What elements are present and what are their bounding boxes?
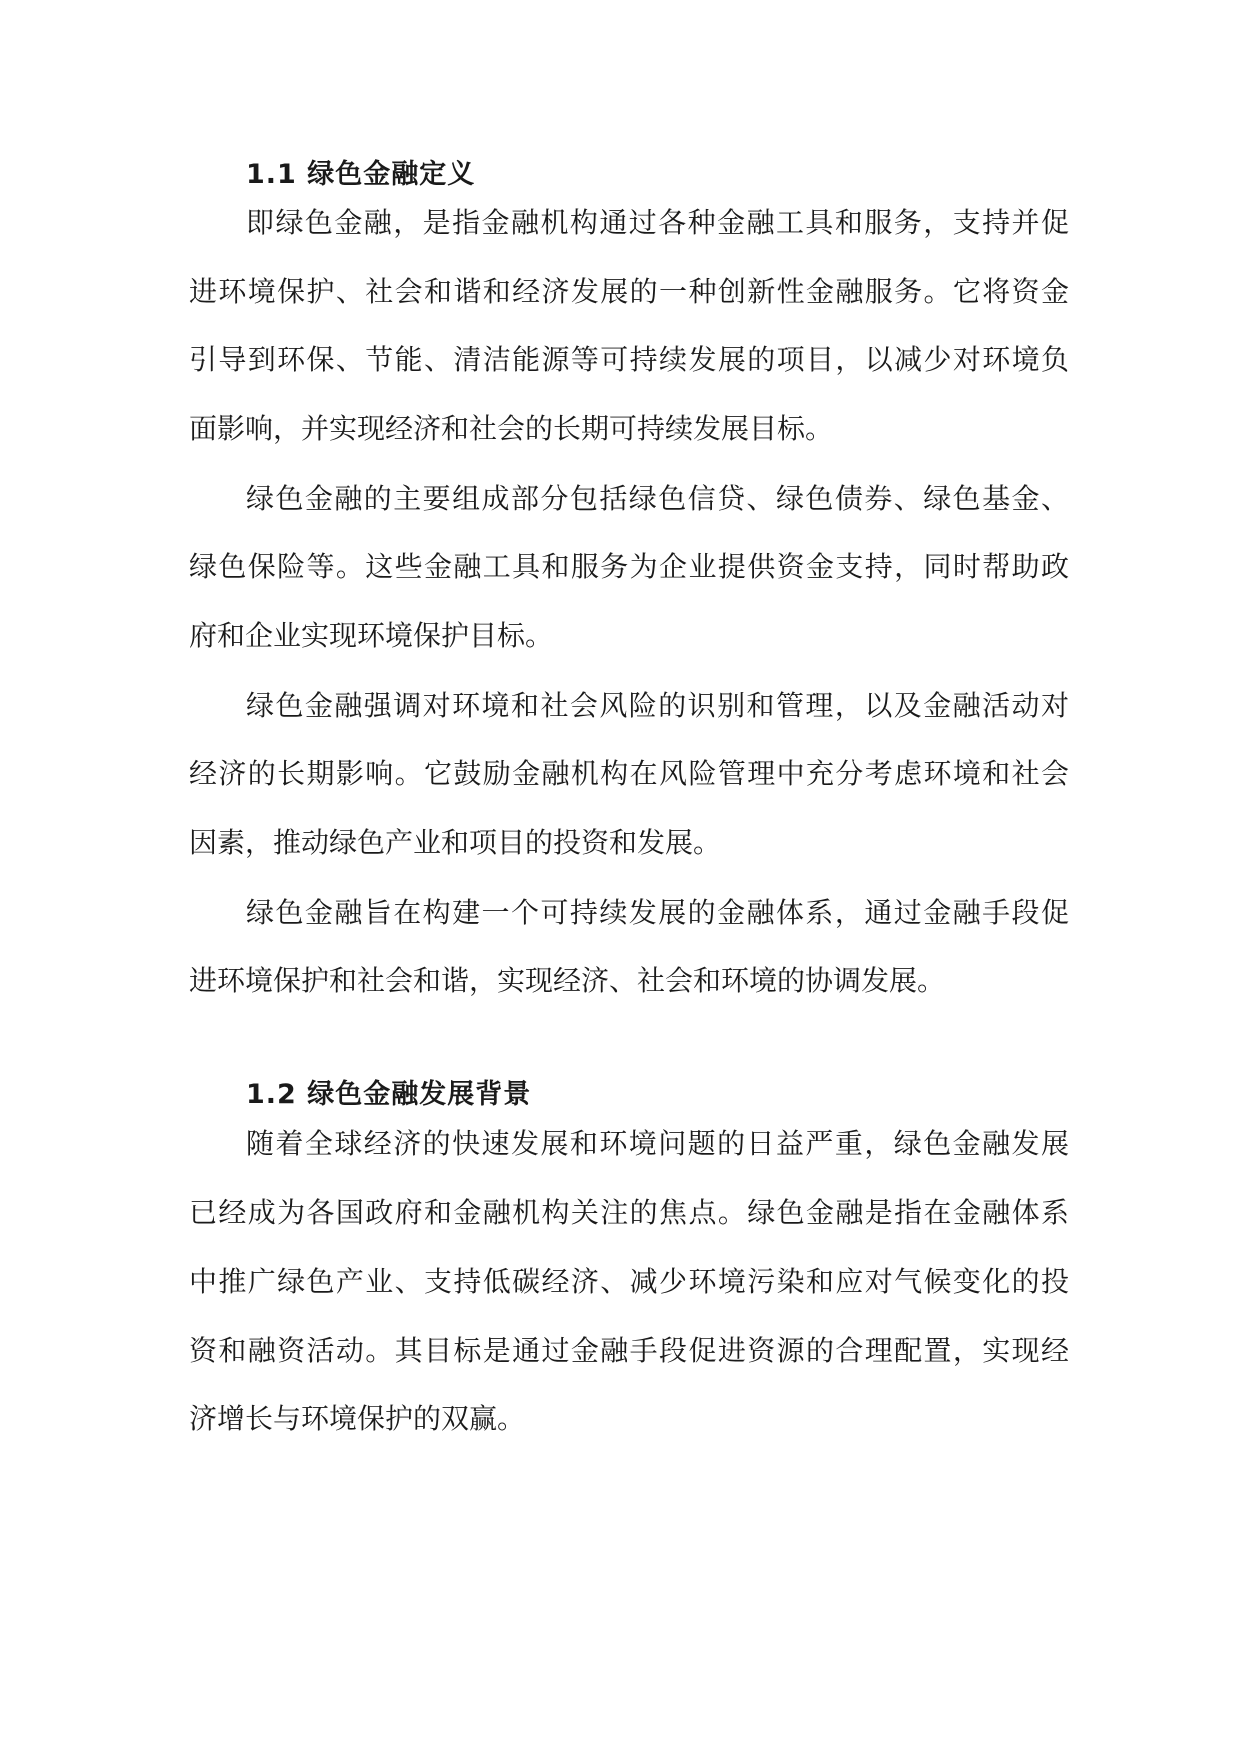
text-line: 面影响，并实现经济和社会的长期可持续发展目标。	[189, 412, 834, 445]
text-line: 绿色保险等。这些金融工具和服务为企业提供资金支持，同时帮助政	[189, 550, 1069, 583]
text-line: 济增长与环境保护的双赢。	[189, 1402, 526, 1435]
text-line: 随着全球经济的快速发展和环境问题的日益严重，绿色金融发展	[246, 1127, 1069, 1160]
text-line: 引导到环保、节能、清洁能源等可持续发展的项目，以减少对环境负	[189, 343, 1069, 376]
text-line: 府和企业实现环境保护目标。	[189, 619, 554, 652]
text-line: 绿色金融的主要组成部分包括绿色信贷、绿色债券、绿色基金、	[246, 482, 1069, 515]
text-line: 进环境保护和社会和谐，实现经济、社会和环境的协调发展。	[189, 964, 946, 997]
section-heading-1-1: 1.1 绿色金融定义	[246, 159, 476, 190]
text-line: 绿色金融强调对环境和社会风险的识别和管理，以及金融活动对	[246, 689, 1069, 722]
text-line: 因素，推动绿色产业和项目的投资和发展。	[189, 826, 722, 859]
text-line: 绿色金融旨在构建一个可持续发展的金融体系，通过金融手段促	[246, 896, 1069, 929]
section-heading-1-2: 1.2 绿色金融发展背景	[246, 1079, 532, 1110]
text-line: 资和融资活动。其目标是通过金融手段促进资源的合理配置，实现经	[189, 1334, 1069, 1367]
text-line: 即绿色金融，是指金融机构通过各种金融工具和服务，支持并促	[246, 206, 1069, 239]
text-line: 中推广绿色产业、支持低碳经济、减少环境污染和应对气候变化的投	[189, 1265, 1069, 1298]
text-line: 已经成为各国政府和金融机构关注的焦点。绿色金融是指在金融体系	[189, 1196, 1069, 1229]
text-line: 进环境保护、社会和谐和经济发展的一种创新性金融服务。它将资金	[189, 275, 1069, 308]
text-line: 经济的长期影响。它鼓励金融机构在风险管理中充分考虑环境和社会	[189, 757, 1069, 790]
